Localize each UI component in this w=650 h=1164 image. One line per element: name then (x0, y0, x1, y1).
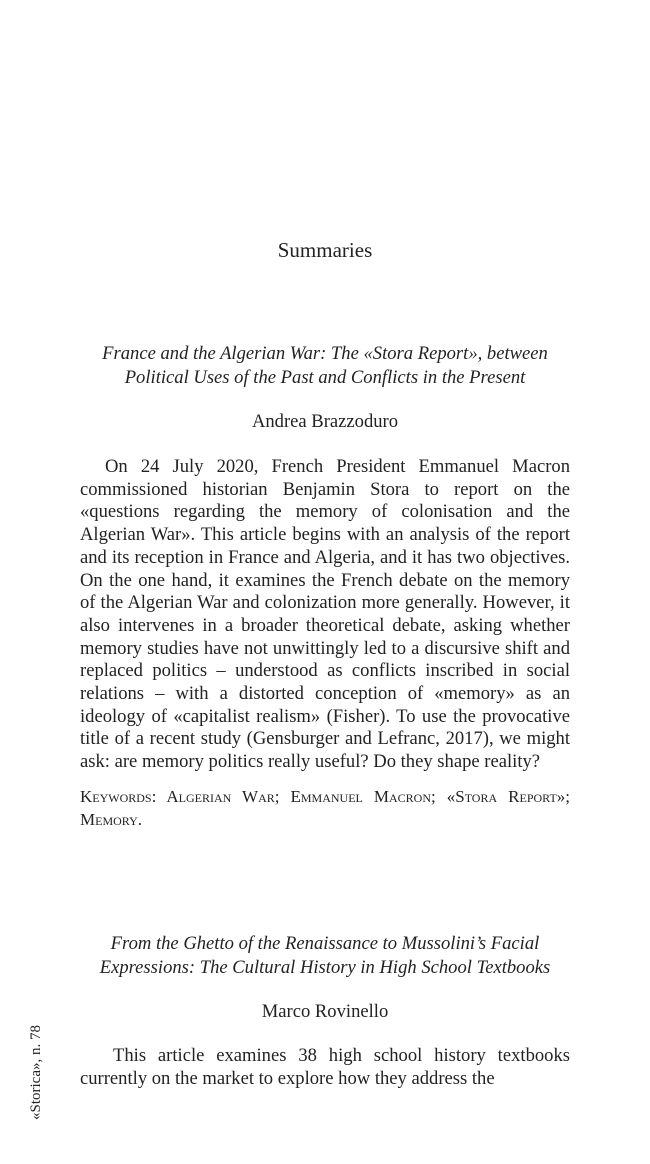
article-author: Marco Rovinello (261, 1001, 389, 1022)
article-title (80, 932, 570, 980)
article-title-line: Political Uses of the Past and Conflicts in the Present (124, 367, 526, 388)
article-title (80, 342, 570, 390)
article-abstract: This article examines 38 high school history textbooks currently on the market to explore how they address the (80, 1045, 570, 1089)
article-abstract: On 24 July 2020, French President Emmanuel Macron commissioned historian Benjamin Stora to report on the «questions regarding the memory of colonisation and the Algerian War». This article begins with an analysis of the report and its reception in France and Algeria, and it has two objectives. On the one hand, it examines the French debate on the memory of the Algerian War and colonization more generally. However, it also intervenes in a broader theoretical debate, asking whether memory studies have not unwittingly led to a discursive shift and replaced politics – understood as conflicts inscribed in social relations – with a distorted conception of «memory» as an ideology of «capitalist realism» (Fisher). To use the provocative title of a recent study (Gensburger and Lefranc, 2017), we might ask: are memory politics really useful? Do they shape reality? (80, 456, 570, 773)
section-title: Summaries (277, 238, 373, 262)
article-author: Andrea Brazzoduro (251, 411, 399, 432)
article-summary (80, 342, 570, 831)
article-keywords: Keywords: Algerian War; Emmanuel Macron; «Stora Report»; Memory. (80, 786, 570, 829)
article-title-line: France and the Algerian War: The «Stora Report», between (102, 343, 548, 364)
running-head: «Storica», n. 78 (28, 1025, 44, 1120)
article-title-line: Expressions: The Cultural History in High School Textbooks (99, 957, 551, 978)
article-title-line: From the Ghetto of the Renaissance to Mussolini’s Facial (110, 933, 540, 954)
article-summary (80, 932, 570, 1090)
